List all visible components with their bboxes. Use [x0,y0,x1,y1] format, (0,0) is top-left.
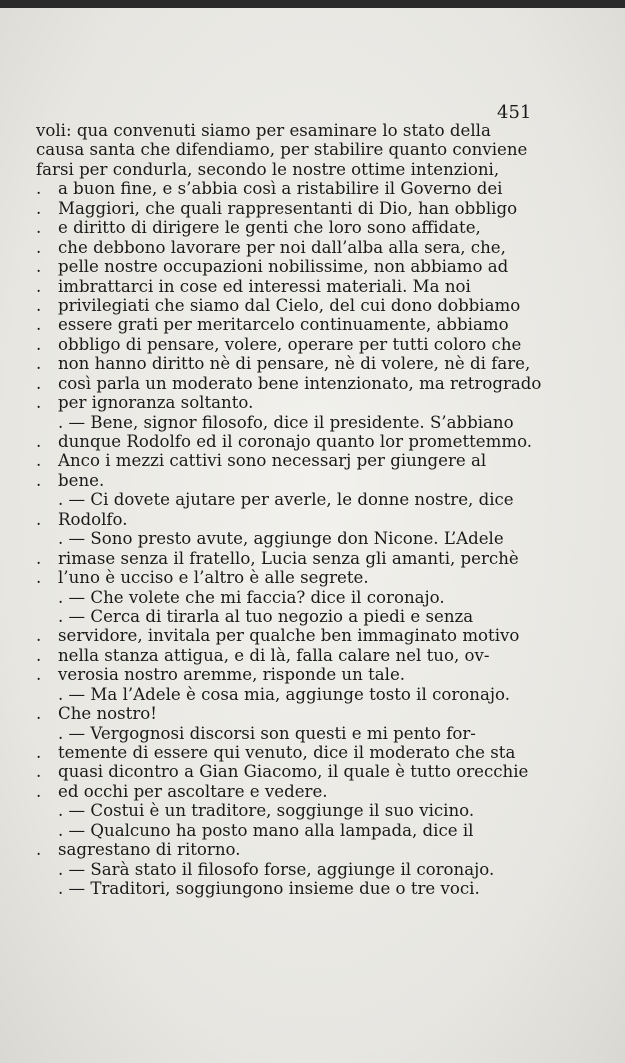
margin-dot: . [36,315,42,335]
margin-dot: . [36,762,42,782]
line-text: . — Costui è un traditore, soggiunge il suo vicino. [58,801,475,821]
line-text: così parla un moderato bene intenzionato, ma retrogrado [58,373,542,393]
line-text: . — Bene, signor filosofo, dice il presidente. S’abbiano [58,412,514,432]
margin-dot: . [36,665,42,685]
margin-dot: . [36,393,42,413]
line-text: Maggiori, che quali rappresentanti di Dio, han obbligo [58,198,518,218]
line-text: . — Ma l’Adele è cosa mia, aggiunge tosto il coronajo. [58,684,510,704]
margin-dot: . [36,568,42,588]
line-text: nella stanza attigua, e di là, falla calare nel tuo, ov- [58,645,490,665]
text-line [36,374,616,393]
margin-dot: . [36,432,42,451]
line-text: Che nostro! [58,704,157,724]
margin-dot: . [36,704,42,724]
margin-dot: . [36,218,42,238]
text-line [36,529,616,548]
margin-dot: . [36,373,42,393]
text-line [36,277,616,296]
line-text: che debbono lavorare per noi dall’alba alla sera, che, [58,237,506,257]
line-text: temente di essere qui venuto, dice il moderato che sta [58,743,516,762]
text-line [36,199,616,218]
line-text: . — Sarà stato il filosofo forse, aggiunge il coronajo. [58,859,495,879]
margin-dot: . [36,781,42,801]
margin-dot: . [36,334,42,354]
text-line [36,490,616,509]
line-text: . — Traditori, soggiungono insieme due o tre voci. [58,879,480,899]
line-text: e diritto di dirigere le genti che loro sono affidate, [58,218,481,238]
line-text: rimase senza il fratello, Lucia senza gli amanti, perchè [58,548,519,568]
line-text: . — Sono presto avute, aggiunge don Nicone. L’Adele [58,529,504,549]
margin-dot: . [36,451,42,471]
line-text: ed occhi per ascoltare e vedere. [58,781,328,801]
margin-dot: . [36,295,42,315]
line-text: . — Che volete che mi faccia? dice il coronajo. [58,587,445,607]
text-line [36,354,616,373]
line-text: . — Cerca di tirarla al tuo negozio a piedi e senza [58,606,474,626]
text-line [36,451,616,470]
line-text: causa santa che difendiamo, per stabilire quanto conviene [36,140,528,160]
line-text: l’uno è ucciso e l’altro è alle segrete. [58,568,369,588]
top-edge-band [0,0,625,8]
margin-dot: . [36,257,42,277]
line-text: servidore, invitala per qualche ben immaginato motivo [58,626,520,646]
text-line [36,296,616,315]
body-text [36,121,616,899]
margin-dot: . [36,548,42,568]
line-text: privilegiati che siamo dal Cielo, del cui dono dobbiamo [58,295,521,315]
text-line [36,160,616,179]
text-line [36,743,616,762]
text-line [36,685,616,704]
text-line [36,179,616,198]
text-line [36,821,616,840]
line-text: voli: qua convenuti siamo per esaminare lo stato della [36,121,491,140]
margin-dot: . [36,276,42,296]
text-line [36,568,616,587]
line-text: farsi per condurla, secondo le nostre ottime intenzioni, [36,159,500,179]
text-line [36,665,616,684]
margin-dot: . [36,237,42,257]
line-text: imbrattarci in cose ed interessi materiali. Ma noi [58,276,471,296]
text-line [36,549,616,568]
margin-dot: . [36,509,42,529]
text-line [36,626,616,645]
text-line [36,840,616,859]
text-line [36,646,616,665]
page-number: 451 [497,102,532,123]
text-line [36,607,616,626]
line-text: . — Vergognosi discorsi son questi e mi pento for- [58,723,476,743]
text-line [36,471,616,490]
line-text: per ignoranza soltanto. [58,393,254,413]
line-text: Anco i mezzi cattivi sono necessarj per giungere al [58,451,487,471]
text-line [36,413,616,432]
line-text: obbligo di pensare, volere, operare per tutti coloro che [58,334,522,354]
line-text: sagrestano di ritorno. [58,840,241,860]
line-text: bene. [58,470,105,490]
text-line [36,315,616,334]
line-text: pelle nostre occupazioni nobilissime, non abbiamo ad [58,257,509,277]
margin-dot: . [36,354,42,374]
margin-dot: . [36,840,42,860]
text-line [36,335,616,354]
line-text: Rodolfo. [58,509,128,529]
text-line [36,393,616,412]
margin-dot: . [36,179,42,199]
margin-dot: . [36,645,42,665]
text-line [36,510,616,529]
margin-dot: . [36,626,42,646]
line-text: dunque Rodolfo ed il coronajo quanto lor promettemmo. [58,432,533,451]
text-line [36,238,616,257]
text-line [36,782,616,801]
text-line [36,762,616,781]
line-text: . — Qualcuno ha posto mano alla lampada, dice il [58,820,474,840]
margin-dot: . [36,198,42,218]
text-line [36,257,616,276]
line-text: verosia nostro aremme, risponde un tale. [58,665,406,685]
margin-dot: . [36,743,42,762]
text-line [36,121,616,140]
text-line [36,724,616,743]
text-line [36,588,616,607]
margin-dot: . [36,470,42,490]
text-line [36,879,616,898]
text-line [36,860,616,879]
text-line [36,140,616,159]
text-line [36,801,616,820]
line-text: essere grati per meritarcelo continuamente, abbiamo [58,315,509,335]
line-text: non hanno diritto nè di pensare, nè di volere, nè di fare, [58,354,531,374]
line-text: a buon fine, e s’abbia così a ristabilire il Governo dei [58,179,503,199]
line-text: . — Ci dovete ajutare per averle, le donne nostre, dice [58,490,514,510]
line-text: quasi dicontro a Gian Giacomo, il quale è tutto orecchie [58,762,529,782]
text-line [36,218,616,237]
text-line [36,432,616,451]
text-line [36,704,616,723]
